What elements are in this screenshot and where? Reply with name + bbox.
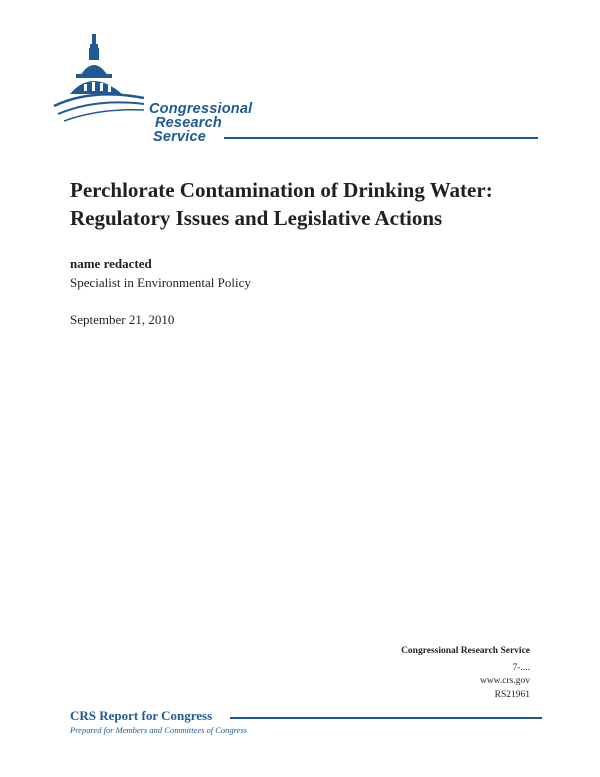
publisher-website[interactable]: www.crs.gov xyxy=(479,676,530,686)
publication-date: September 21, 2010 xyxy=(70,312,175,327)
logo-line-3: Service xyxy=(153,129,206,145)
logo-line-2: Research xyxy=(155,115,222,131)
report-number: RS21961 xyxy=(494,689,530,700)
author-title: Specialist in Environmental Policy xyxy=(70,275,251,290)
document-title: Perchlorate Contamination of Drinking Water: Regulatory Issues and Legislative Actions xyxy=(70,178,493,230)
footer-report-label: CRS Report for Congress xyxy=(70,708,213,723)
footer xyxy=(70,708,542,748)
publisher-phone: 7-.... xyxy=(512,662,530,673)
footer-prepared-for: Prepared for Members and Committees of Congress xyxy=(70,725,248,735)
author-name: name redacted xyxy=(70,256,152,271)
publisher-org: Congressional Research Service xyxy=(401,646,530,656)
logo-rule xyxy=(224,137,538,139)
publisher-info xyxy=(401,645,530,702)
footer-rule xyxy=(230,717,542,719)
crs-logo xyxy=(52,28,552,146)
logo-line-1: Congressional xyxy=(149,101,253,117)
